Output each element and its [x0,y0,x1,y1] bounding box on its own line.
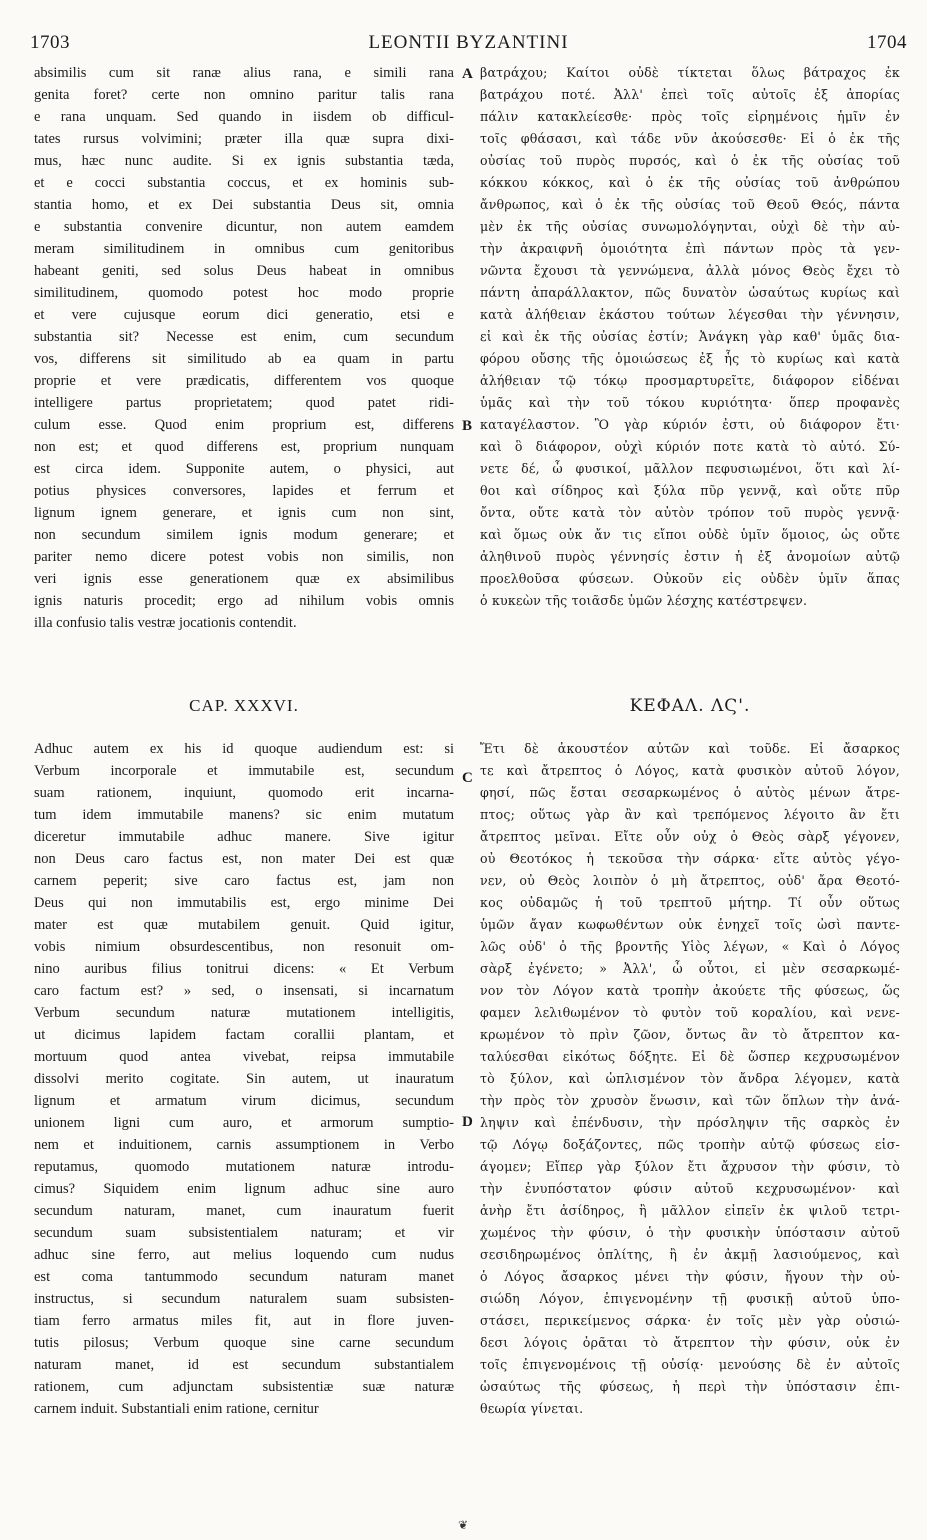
latin-text-line: absimilis cum sit ranæ alius rana, e simili rana [34,65,454,81]
latin-text-line: potius physices conversores, lapides et ferrum et [34,483,454,499]
latin-text-line: suam rationem, inquiunt, quomodo erit incarna- [34,785,454,801]
latin-text-line: est circa idem. Supponite autem, o physici, aut [34,461,454,477]
greek-text-line: κρωμένον τὸ πρὶν ζῶον, ὄντως ἂν τὸ ἄτρεπτον κα- [480,1027,900,1042]
greek-text-line: ἄτρεπτος μεῖναι. Εἴτε οὖν οὐχ ὁ Θεὸς σὰρξ γέγονεν, [480,829,900,844]
latin-text-line: vos, differens sit similitudo ab ea quam in partu [34,351,454,367]
greek-text-line: ὑμᾶς καὶ τὴν τοῦ τόκου κυριότητα· ὅπερ προφανὲς [480,395,900,410]
latin-text-line: instructus, si secundum naturalem suam subsisten- [34,1291,454,1307]
latin-text-line: mortuum quod antea vivebat, reipsa immutabile [34,1049,454,1065]
latin-text-line: Verbum secundum naturæ mutationem intelligitis, [34,1005,454,1021]
latin-text-line: carnem peperit; sive caro factus est, jam non [34,873,454,889]
latin-text-line: vobis nimium obsurdescentibus, non resonuit om- [34,939,454,955]
greek-text-line: τῷ Λόγῳ δοξάζοντες, πῶς τροπὴν αὐτῷ φύσεως εἰσ- [480,1137,900,1152]
latin-text-line: proprie et vere prædicatis, differentem vos quoque [34,373,454,389]
greek-text-line: οὐ Θεοτόκος ἡ τεκοῦσα τὴν σάρκα· εἴτε αὐτὸς γέγο- [480,851,900,866]
greek-text-line: δεσι λόγοις ὁρᾶται τὸ ἄτρεπτον τὴν φύσιν, οὐκ ἐν [480,1335,900,1350]
latin-text-line: nem et induitionem, carnis assumptionem in Verbo [34,1137,454,1153]
margin-marker-c: C [462,770,473,786]
greek-text-line: λῶς οὐδ' ὁ τῆς βροντῆς Υἱὸς λέγων, « Καὶ ὁ Λόγος [480,939,900,954]
greek-text-line: οὐσίας τοῦ πυρὸς πυρσός, καὶ ὁ ἐκ τῆς οὐσίας τοῦ [480,153,900,168]
greek-text-line: τὴν πρὸς τὸν χρυσὸν ἕνωσιν, καὶ τῶν ὅπλων τὴν ἀνά- [480,1093,900,1108]
latin-text-line: tum idem immutabile manens? sic enim mutatum [34,807,454,823]
greek-text-line: ὁ Λόγος ἄσαρκος μένει τὴν φύσιν, ἤγουν τὴν οὐ- [480,1269,900,1284]
greek-text-line: πάλιν κατακλείεσθε· πρὸς τοῖς εἰρημένοις ἡμῖν ἐν [480,109,900,124]
greek-text-line: βατράχου; Καίτοι οὐδὲ τίκτεται ὅλως βάτραχος ἐκ [480,65,900,80]
latin-text-line: lignum ignem generare, et ignis cum non sint, [34,505,454,521]
latin-text-line: cimus? Siquidem enim lignum adhuc sine auro [34,1181,454,1197]
greek-text-line: ὄντα, οὔτε κατὰ τὸν αὐτὸν τρόπον τοῦ πυρὸς γεννᾷ· [480,505,900,520]
greek-text-line: στάσει, περικείμενος σάρκα· ἐν τοῖς μὲν γὰρ οὐσιώ- [480,1313,900,1328]
latin-text-line: reputamus, quomodo mutationem naturæ introdu- [34,1159,454,1175]
greek-text-line: νεν, οὐ Θεὸς λοιπὸν ὁ μὴ ἄτρεπτος, οὐδ' ἄρα Θεοτό- [480,873,900,888]
greek-text-line: σὰρξ ἐγένετο; » Ἀλλ', ὦ οὗτοι, εἰ μὲν σεσαρκωμέ- [480,961,900,976]
greek-text-line: τὴν ἐνυπόστατον φύσιν αὐτοῦ κεχρυσωμένον· καὶ [480,1181,900,1196]
greek-text-line: καὶ ὅμως οὐκ ἄν τις εἴποι οὐδὲ ὑμῖν ὅμοιος, ὡς οὔτε [480,527,900,542]
latin-text-line: unionem ligni cum auro, et armorum sumptio- [34,1115,454,1131]
latin-text-line: tiam ferro armatus miles fit, aut in flore juven- [34,1313,454,1329]
latin-text-line: pariter nemo dicere potest vobis non similis, non [34,549,454,565]
greek-text-line: καὶ ὃ διάφορον, οὐχὶ κύριόν ποτε κατὰ τὸ αὐτό. Σύ- [480,439,900,454]
greek-text-line: σιώδη Λόγον, ἐπιγενομένην τῇ φυσικῇ αὐτοῦ ὑπο- [480,1291,900,1306]
greek-text-line: τοῖς ἐπιγενομένοις τῇ οὐσίᾳ· μενούσης δὲ ἐν αὐτοῖς [480,1357,900,1372]
greek-text-line: ἀλήθειαν τῷ τόκῳ προσμαρτυρεῖτε, διάφορον εἰδέναι [480,373,900,388]
greek-text-line: ὑμῶν ἄγαν κωφωθέντων οὐκ ἐνηχεῖ τοῖς ὠσὶ παντε- [480,917,900,932]
greek-column-top [480,62,900,612]
greek-chapter-heading: ΚΕΦΑΛ. ΛϚ'. [629,696,751,716]
latin-text-line: illa confusio talis vestræ jocationis contendit. [34,615,297,631]
greek-text-line: φόρου οὔσης τῆς ὁμοιώσεως ἐξ ἧς τὸ κυρίως καὶ κατὰ [480,351,900,366]
latin-text-line: adhuc sine ferro, aut melius loquendo cum nudus [34,1247,454,1263]
greek-text-line: τοῖς φθάσασι, καὶ τάδε νῦν ἀκούσεσθε· Εἰ ὁ ἐκ τῆς [480,131,900,146]
greek-text-line: καταγέλαστον. Ὃ γὰρ κύριόν ἐστι, οὐ διάφορον ἔτι· [480,417,900,432]
latin-text-line: dissolvi merito cogitate. Sin autem, ut inauratum [34,1071,454,1087]
margin-marker-d: D [462,1114,473,1130]
latin-text-line: caro factum est? » sed, o insensati, si incarnatum [34,983,454,999]
latin-column-bottom [34,738,454,1420]
greek-text-line: πάντη ἀπαράλλακτον, πῶς δυνατὸν ὡσαύτως κυρίως καὶ [480,285,900,300]
margin-marker-a: A [462,66,473,82]
greek-text-line: νῶντα ἔχουσι τὰ γεννώμενα, ἀλλὰ μόνος Θεὸς ἔχει τὸ [480,263,900,278]
latin-text-line: non Deus caro factus est, non mater Dei est quæ [34,851,454,867]
latin-text-line: non est; et quod differens est, proprium nunquam [34,439,454,455]
latin-text-line: substantia sit? Necesse est enim, cum secundum [34,329,454,345]
latin-text-line: meram similitudinem in omnibus cum genitoribus [34,241,454,257]
latin-chapter-heading: CAP. XXXVI. [189,696,299,715]
greek-text-line: τὸ ξύλον, καὶ ὡπλισμένον τὸν ἄνδρα λέγομεν, κατὰ [480,1071,900,1086]
latin-text-line: tates rursus volvimini; præter illa quæ supra dixi- [34,131,454,147]
greek-text-line: θεωρία γίνεται. [480,1401,584,1416]
latin-text-line: et vere cujusque eorum dici generatio, etsi e [34,307,454,323]
latin-text-line: e substantia convenire dicuntur, non autem eamdem [34,219,454,235]
greek-text-line: προελθοῦσα φύσεων. Οὐκοῦν εἰς οὐδὲν ὑμῖν ἅπας [480,571,900,586]
greek-text-line: Ἔτι δὲ ἀκουστέον αὐτῶν καὶ τοῦδε. Εἰ ἄσαρκος [480,741,900,756]
greek-text-line: τὴν ἀκραιφνῆ ὁμοιότητα ἐπὶ πάντων πρὸς τὰ γεν- [480,241,900,256]
greek-text-line: νετε δέ, ὦ φυσικοί, μᾶλλον πεφυσιωμένοι, ὅτι καὶ λί- [480,461,900,476]
greek-text-line: σεσιδηρωμένος ὁπλίτης, ἢ ἐν ἀκμῇ λασιούμενος, καὶ [480,1247,900,1262]
latin-text-line: est coma tantummodo secundum naturam manet [34,1269,454,1285]
greek-text-line: κόκκου κόκκος, καὶ ὁ ἐκ τῆς οὐσίας τοῦ ἀνθρώπου [480,175,900,190]
latin-text-line: ut dicimus lapidem factam corallii plantam, et [34,1027,454,1043]
greek-text-line: ὁ κυκεὼν τῆς τοιᾶσδε ὑμῶν λέσχης κατέστρεψεν. [480,593,808,608]
greek-text-line: θοι καὶ σίδηρος καὶ ξύλα πῦρ γεννᾷ, καὶ οὔτε πῦρ [480,483,900,498]
latin-text-line: carnem induit. Substantiali enim ratione, cernitur [34,1401,319,1417]
latin-column-top [34,62,454,634]
latin-text-line: mater est quæ mutabilem genuit. Quid igitur, [34,917,454,933]
greek-text-line: ἀληθινοῦ πυρὸς γέννησίς ἐστιν ἡ ἐξ ἀνομοίων αὐτῷ [480,549,900,564]
greek-text-line: εἰ καὶ ἐκ τῆς οὐσίας ἐστίν; Ἀνάγκη γὰρ καθ' ὑμᾶς δια- [480,329,900,344]
latin-text-line: genita foret? certe non omnino paritur talis rana [34,87,454,103]
latin-text-line: mus, hæc nunc audite. Si ex ignis substantia tæda, [34,153,454,169]
greek-text-line: νον τὸν Λόγον κατὰ τροπὴν ἀκούετε τῆς φύσεως, ὥς [480,983,900,998]
greek-text-line: ληψιν καὶ ἐπένδυσιν, τὴν πρόσληψιν τῆς σαρκὸς ἐν [480,1115,900,1130]
greek-text-line: χωμένος τὴν φύσιν, ὁ τὴν φυσικὴν ὑπόστασιν αὐτοῦ [480,1225,900,1240]
latin-text-line: similitudinem, quomodo potest hoc modo proprie [34,285,454,301]
latin-text-line: diceretur immutabile adhuc manere. Sive igitur [34,829,454,845]
latin-text-line: Verbum incorporale et immutabile est, secundum [34,763,454,779]
latin-text-line: habeant geniti, sed solus Deus habeat in omnibus [34,263,454,279]
latin-text-line: ignis naturis procedit; ergo ad nihilum vobis omnis [34,593,454,609]
margin-marker-b: B [462,418,473,434]
greek-text-line: κατὰ ἀλήθειαν ἑκάστου τούτων λέγεσθαι τὴν γέννησιν, [480,307,900,322]
latin-text-line: intelligere partus proprietatem; quod patet ridi- [34,395,454,411]
running-title: LEONTII BYZANTINI [368,32,569,53]
latin-text-line: culum esse. Quod enim proprium est, differens [34,417,454,433]
latin-text-line: stantia homo, et ex Dei substantia Deus sit, omnia [34,197,454,213]
latin-text-line: nino auribus filius tonitrui dicens: « Et Verbum [34,961,454,977]
greek-text-line: φαμεν λελιθωμένον τὸ φυτὸν τοῦ κοραλίου, καὶ νενε- [480,1005,900,1020]
greek-text-line: ἀνὴρ ἔτι ἀσίδηρος, ἢ μᾶλλον εἰπεῖν ἐκ ψιλοῦ τετρι- [480,1203,900,1218]
greek-column-bottom [480,738,900,1420]
latin-text-line: e rana unquam. Sed quando in iisdem ob difficul- [34,109,454,125]
greek-text-line: ἄνθρωπος, καὶ ὁ ἐκ τῆς οὐσίας τοῦ Θεοῦ Θεός, πάντα [480,197,900,212]
latin-text-line: lignum et armatum virum dicimus, secundum [34,1093,454,1109]
greek-text-line: φησί, πῶς ἔσται σεσαρκωμένος ὁ αὐτὸς μένων ἄτρε- [480,785,900,800]
greek-text-line: μὲν ἐκ τῆς οὐσίας συνωμολόγηνται, οὐχὶ δὲ τὴν αὐ- [480,219,900,234]
latin-text-line: secundum naturam, manet, cum inauratum fuerit [34,1203,454,1219]
latin-text-line: non secundum similem ignis modum generare; et [34,527,454,543]
latin-text-line: et e cocci substantia coccus, et ex hominis sub- [34,175,454,191]
greek-text-line: βατράχου ποτέ. Ἀλλ' ἐπεὶ τοῖς αὐτοῖς ἐξ ἀπορίας [480,87,900,102]
latin-text-line: tutis pilosus; Verbum quoque sine carne secundum [34,1335,454,1351]
latin-text-line: naturam manet, id est secundum substantialem [34,1357,454,1373]
latin-text-line: Deus qui non immutabilis est, ergo minime Dei [34,895,454,911]
latin-text-line: veri ignis esse generationem quæ ex absimilibus [34,571,454,587]
page-number-right: 1704 [867,32,907,53]
greek-text-line: ταλύεσθαι εἰκότως δόξητε. Εἰ δὲ ὥσπερ κεχρυσωμένον [480,1049,900,1064]
latin-text-line: Adhuc autem ex his id quoque audiendum est: si [34,741,454,757]
greek-text-line: ὡσαύτως τῆς φύσεως, ἡ περὶ τὴν ὑπόστασιν ἐπι- [480,1379,900,1394]
ornament-icon: ❦ [458,1518,469,1532]
greek-text-line: πτος; οὕτως γὰρ ἂν καὶ τρεπόμενος λέγοιτο ἂν ἔτι [480,807,900,822]
page-number-left: 1703 [30,32,70,53]
greek-text-line: τε καὶ ἄτρεπτος ὁ Λόγος, κατὰ φυσικὸν αὐτοῦ λόγον, [480,763,900,778]
latin-text-line: secundum suam subsistentialem naturam; et vir [34,1225,454,1241]
latin-text-line: rationem, cum adjunctam subsistentiæ suæ naturæ [34,1379,454,1395]
greek-text-line: άγομεν; Εἴπερ γὰρ ξύλον ἔτι ἄχρυσον τὴν φύσιν, τὸ [480,1159,900,1174]
greek-text-line: κος οὐδαμῶς ἡ τοῦ τρεπτοῦ μήτηρ. Τί οὖν οὕτως [480,895,900,910]
running-header [30,32,907,56]
